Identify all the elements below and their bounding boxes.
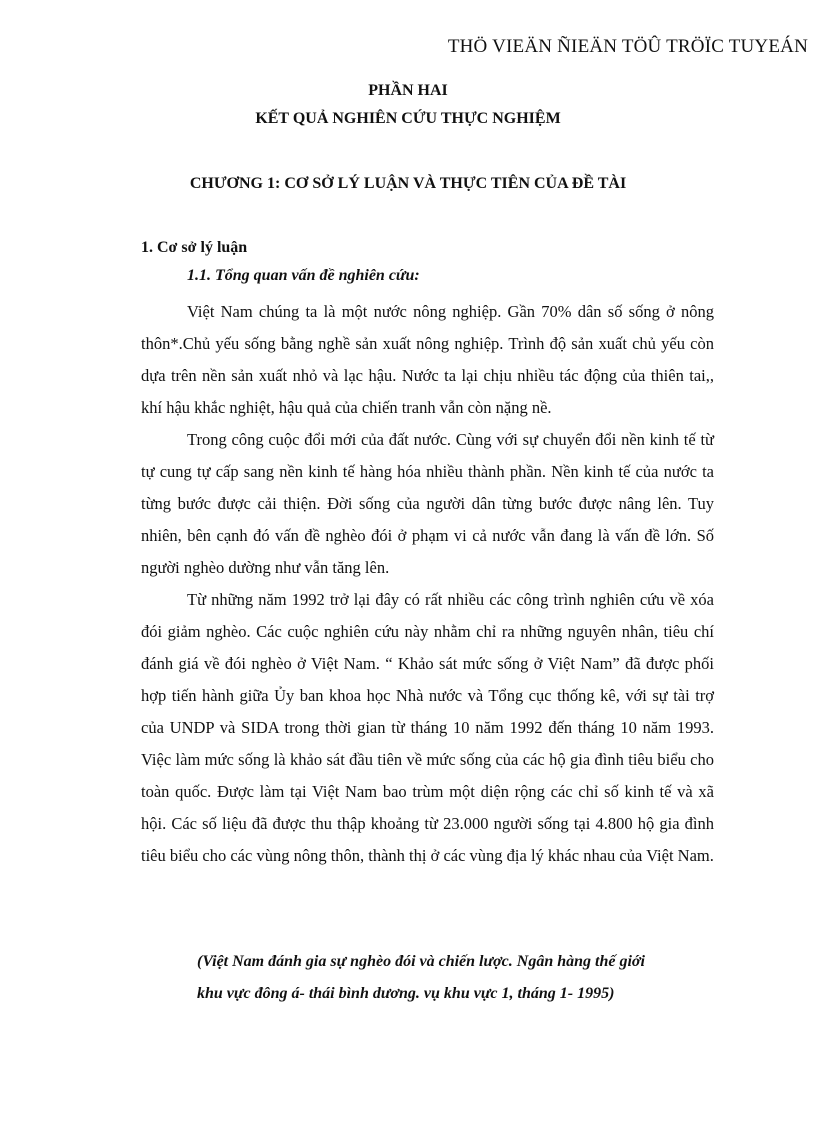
section-heading: 1. Cơ sở lý luận — [141, 239, 248, 256]
chapter-title: CHƯƠNG 1: CƠ SỞ LÝ LUẬN VÀ THỰC TIÊN CỦA ĐỀ TÀI — [189, 175, 627, 192]
body-text — [141, 296, 714, 872]
part-title: PHẦN HAI — [368, 82, 448, 99]
part-subtitle: KẾT QUẢ NGHIÊN CỨU THỰC NGHIỆM — [255, 110, 561, 127]
paragraph: Trong công cuộc đổi mới của đất nước. Cùng với sự chuyển đổi nền kinh tế từ tự cung tự cấp sang nền kinh tế hàng hóa nhiều thành phần. Nền kinh tế của nước ta từng bước được cải thiện. Đời sống của người dân từng bước được nâng lên. Tuy nhiên, bên cạnh đó vấn đề nghèo đói ở phạm vi cả nước vẫn đang là vấn đề lớn. Số người nghèo dường như vẫn tăng lên. — [141, 430, 714, 577]
citation — [197, 946, 697, 1010]
subsection-heading: 1.1. Tổng quan vấn đề nghiên cứu: — [187, 267, 420, 284]
paragraph: Từ những năm 1992 trở lại đây có rất nhiều các công trình nghiên cứu về xóa đói giảm nghèo. Các cuộc nghiên cứu này nhằm chỉ ra những nguyên nhân, tiêu chí đánh giá về đói nghèo ở Việt Nam. “ Khảo sát mức sống ở Việt Nam” đã được phối hợp tiến hành giữa Ủy ban khoa học Nhà nước và Tổng cục thống kê, với sự tài trợ của UNDP và SIDA trong thời gian từ tháng 10 năm 1992 đến tháng 10 năm 1993. Việc làm mức sống là khảo sát đầu tiên về mức sống của các hộ gia đình tiêu biểu cho toàn quốc. Được làm tại Việt Nam bao trùm một diện rộng các chỉ số kinh tế và xã hội. Các số liệu đã được thu thập khoảng từ 23.000 người sống tại 4.800 hộ gia đình tiêu biểu cho các vùng nông thôn, thành thị ở các vùng địa lý khác nhau của Việt Nam. — [141, 590, 714, 865]
citation-line: khu vực đông á- thái bình dương. vụ khu vực 1, tháng 1- 1995) — [197, 985, 615, 1002]
citation-line: (Việt Nam đánh gia sự nghèo đói và chiến lược. Ngân hàng thế giới — [197, 953, 645, 970]
header-watermark: THÖ VIEÄN ÑIEÄN TÖÛ TRÖÏC TUYEÁN — [447, 36, 808, 57]
paragraph: Việt Nam chúng ta là một nước nông nghiệp. Gần 70% dân số sống ở nông thôn*.Chủ yếu sống bằng nghề sản xuất nông nghiệp. Trình độ sản xuất chủ yếu còn dựa trên nền sản xuất nhỏ và lạc hậu. Nước ta lại chịu nhiều tác động của thiên tai,, khí hậu khắc nghiệt, hậu quả của chiến tranh vẫn còn nặng nề. — [141, 302, 714, 417]
